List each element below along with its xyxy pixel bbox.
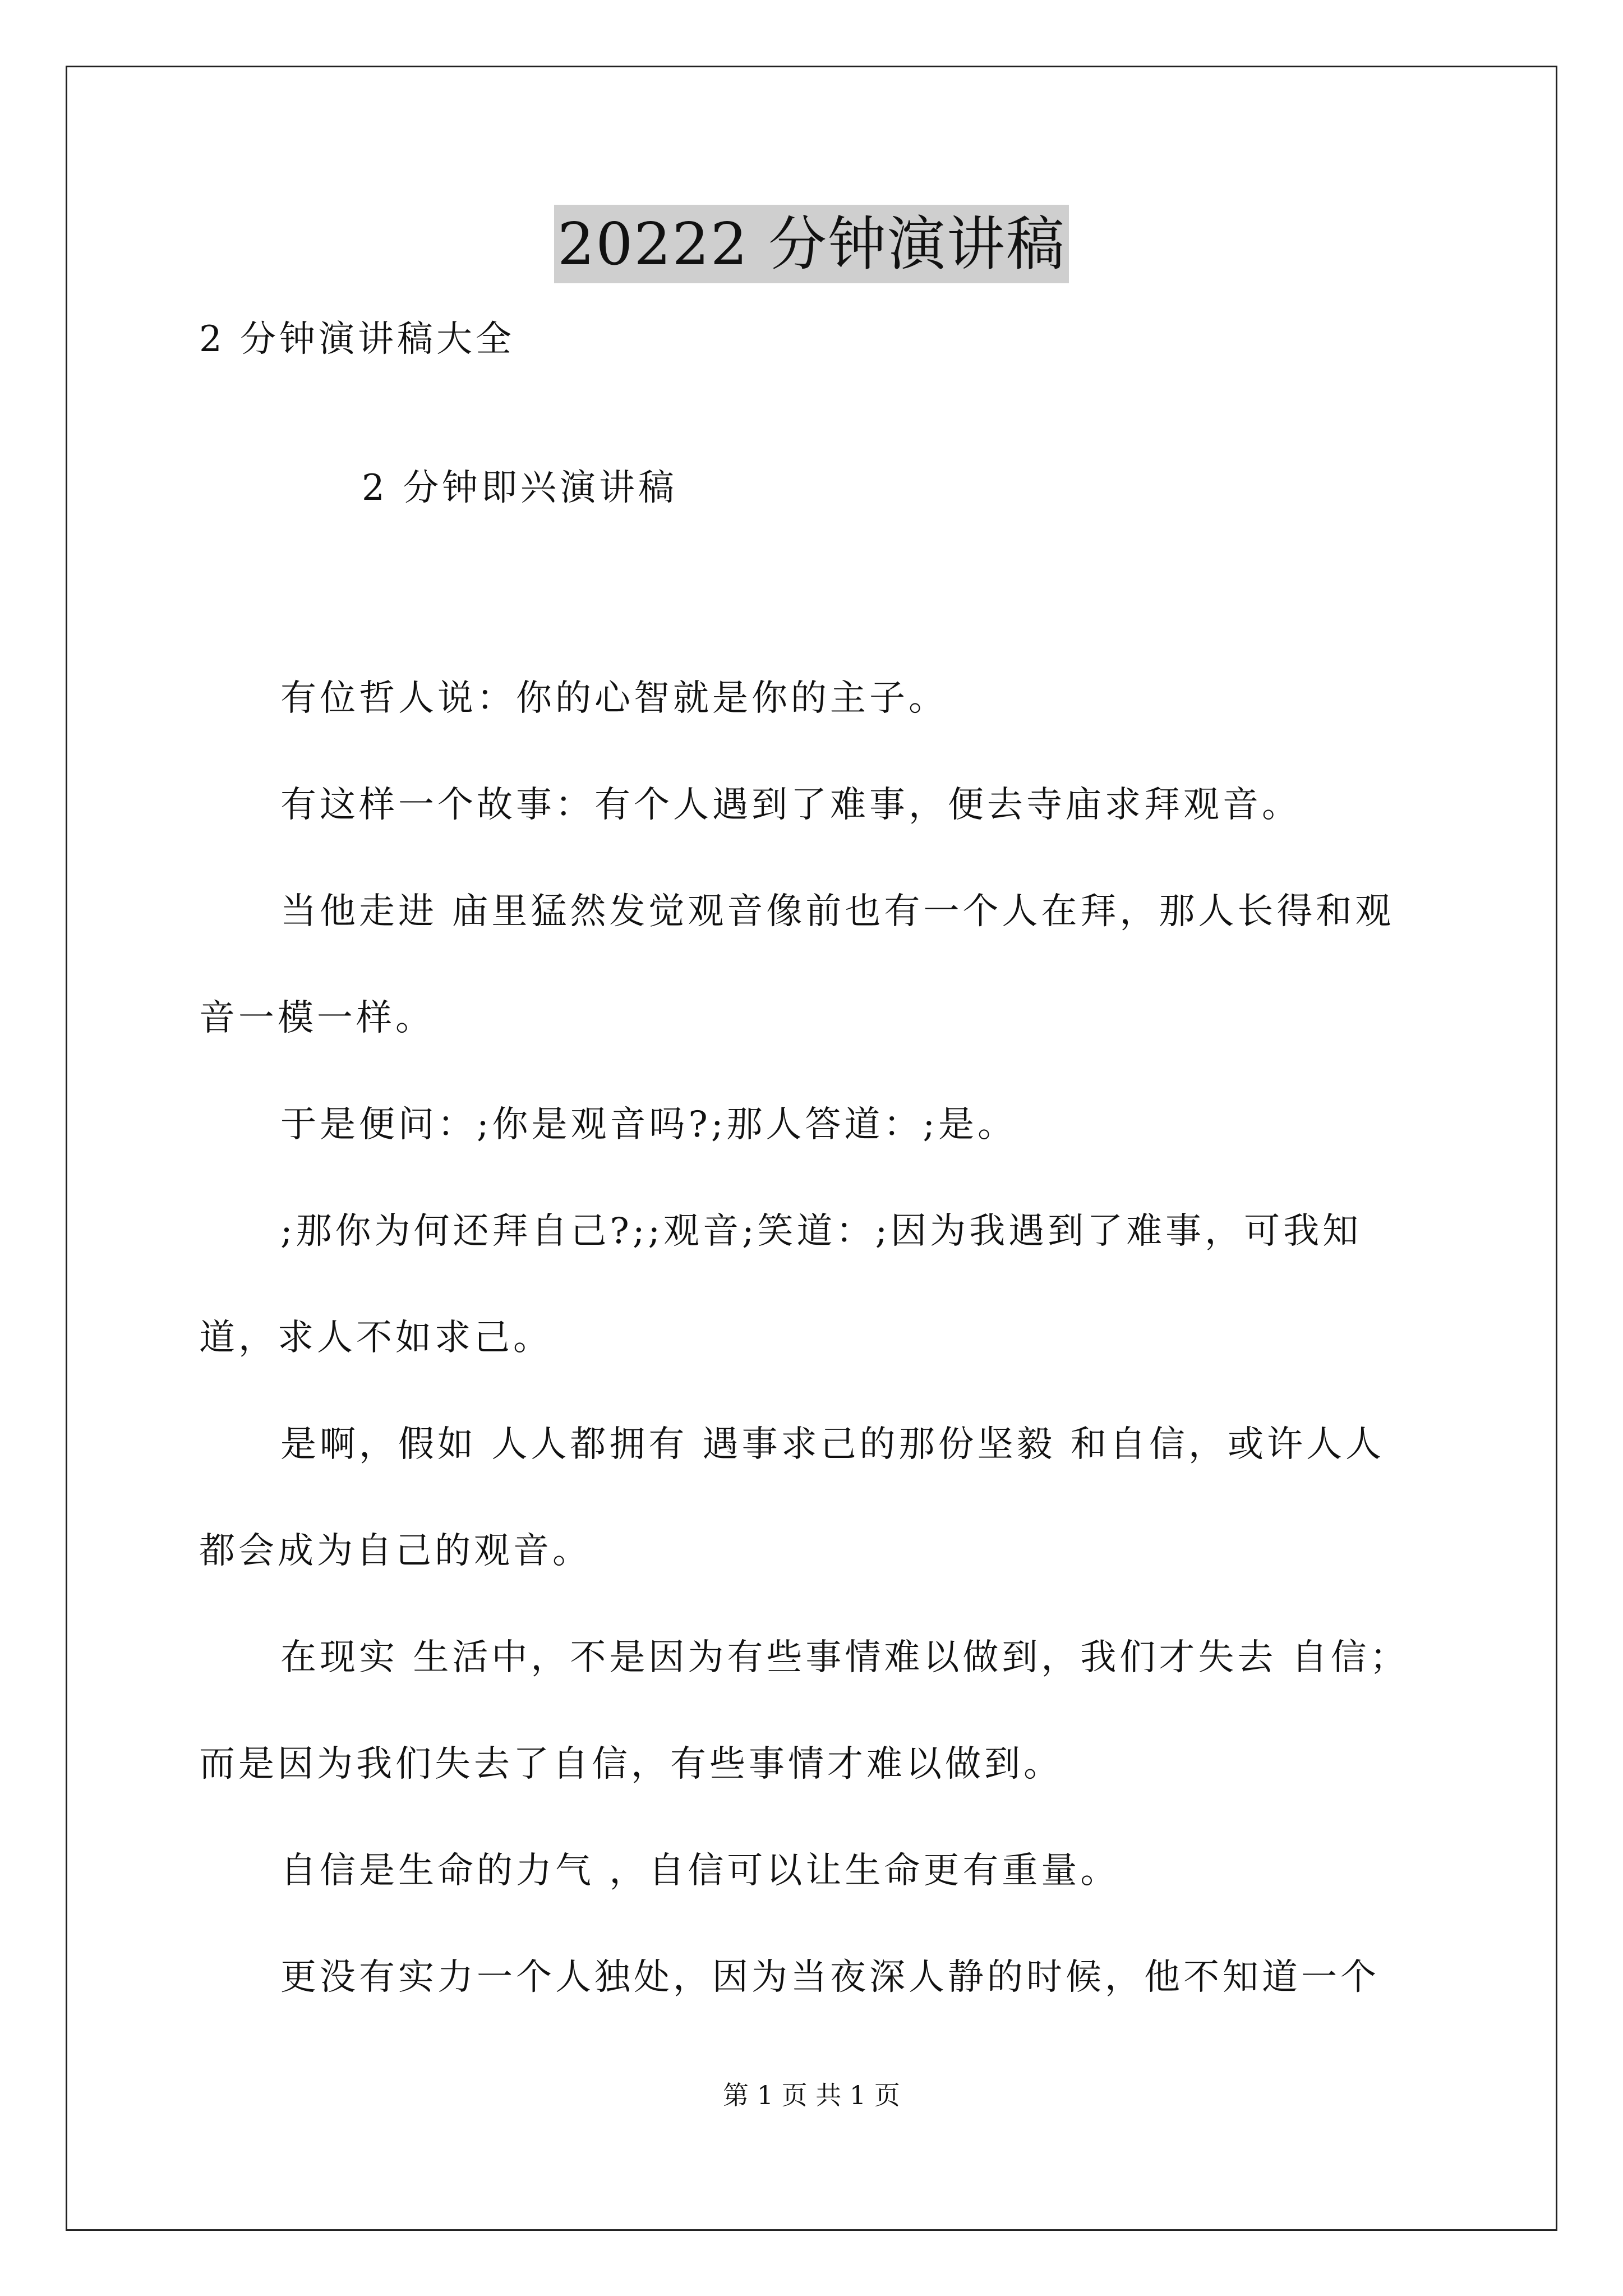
body-line-5: 于是便问：;你是观音吗?;那人答道：;是。 xyxy=(280,1104,1017,1145)
body-line-1: 有位哲人说：你的心智就是你的主子。 xyxy=(280,678,948,719)
document-title: 20222 分钟演讲稿 xyxy=(554,205,1069,283)
body-line-7: 道，求人不如求己。 xyxy=(199,1317,552,1359)
body-line-4: 音一模一样。 xyxy=(199,997,435,1039)
document-subtitle: 2 分钟演讲稿大全 xyxy=(199,319,515,360)
body-line-2: 有这样一个故事：有个人遇到了难事，便去寺庙求拜观音。 xyxy=(280,784,1301,826)
body-line-9: 都会成为自己的观音。 xyxy=(199,1530,592,1572)
title-container xyxy=(0,205,1623,283)
body-line-12: 自信是生命的力气 ，自信可以让生命更有重量。 xyxy=(280,1850,1120,1892)
body-line-13: 更没有实力一个人独处，因为当夜深人静的时候，他不知道一个 xyxy=(280,1957,1380,1998)
body-line-3: 当他走进 庙里猛然发觉观音像前也有一个人在拜，那人长得和观 xyxy=(280,891,1395,932)
page-footer: 第 1 页 共 1 页 xyxy=(723,2080,900,2110)
body-line-6: ;那你为何还拜自己?;;观音;笑道：;因为我遇到了难事，可我知 xyxy=(280,1211,1362,1252)
body-line-11: 而是因为我们失去了自信，有些事情才难以做到。 xyxy=(199,1743,1063,1785)
section-heading: 2 分钟即兴演讲稿 xyxy=(362,467,678,509)
body-line-8: 是啊，假如 人人都拥有 遇事求己的那份坚毅 和自信，或许人人 xyxy=(280,1424,1385,1465)
body-line-10: 在现实 生活中，不是因为有些事情难以做到，我们才失去 自信； xyxy=(280,1637,1409,1678)
